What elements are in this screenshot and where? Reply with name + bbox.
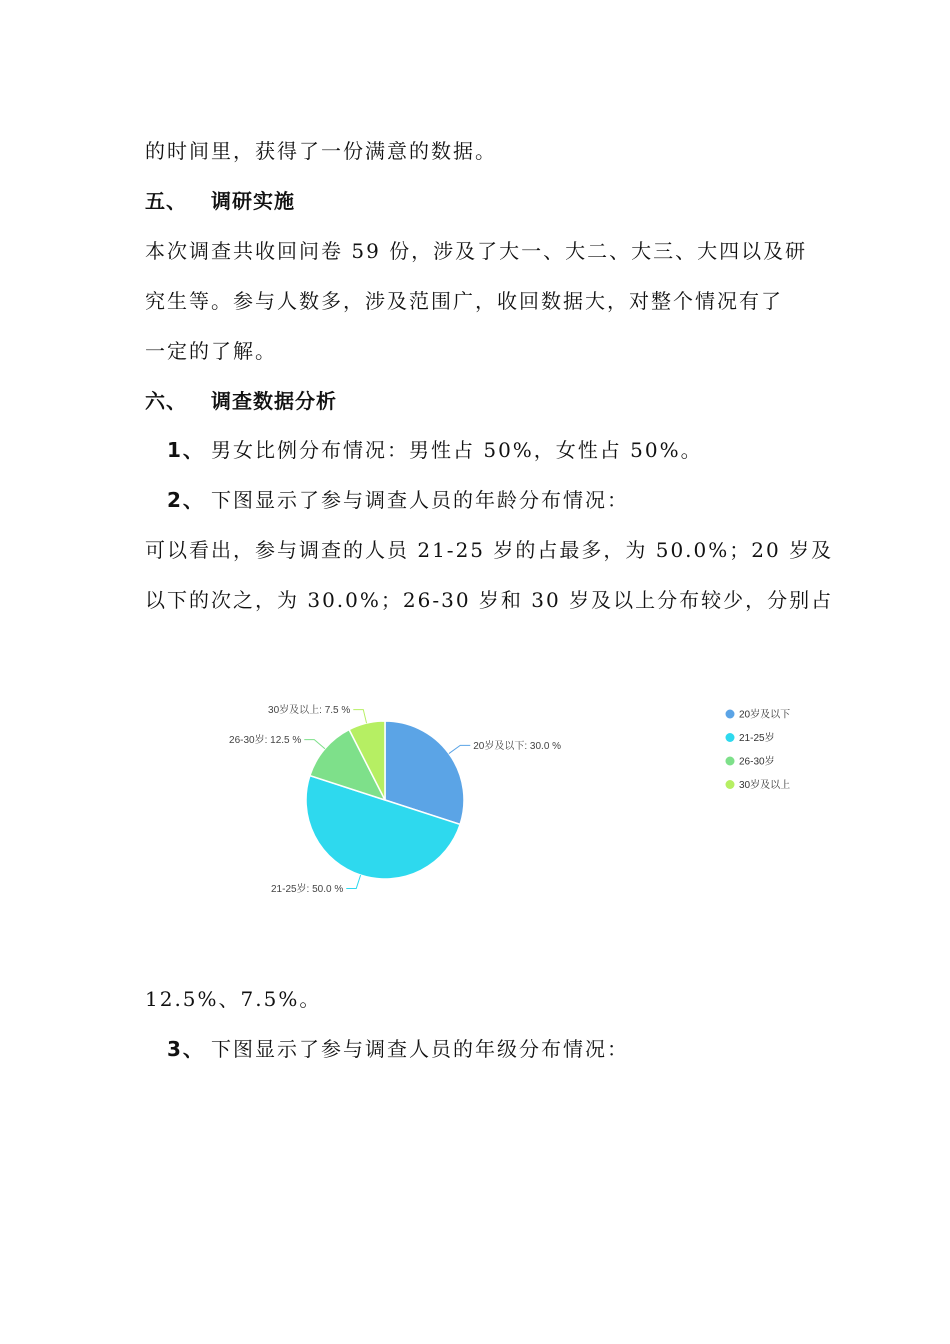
heading-number: 五、: [145, 189, 187, 213]
list-number: 3、: [167, 1037, 205, 1061]
heading-title: 调研实施: [211, 189, 295, 213]
paragraph-line: 的时间里，获得了一份满意的数据。: [145, 139, 497, 163]
list-text: 下图显示了参与调查人员的年龄分布情况：: [211, 488, 629, 512]
slice-label-0: 20岁及以下: 30.0 %: [473, 740, 562, 752]
paragraph-line: 本次调查共收回问卷 59 份，涉及了大一、大二、大三、大四以及研: [145, 239, 808, 263]
list-text: 下图显示了参与调查人员的年级分布情况：: [211, 1037, 629, 1061]
list-number: 1、: [167, 438, 205, 462]
leader-line-0: [449, 745, 470, 753]
paragraph-line: 一定的了解。: [145, 339, 277, 363]
legend-label-3[interactable]: 30岁及以上: [739, 780, 791, 791]
legend-marker-0[interactable]: [726, 710, 735, 719]
paragraph-line: 究生等。参与人数多，涉及范围广，收回数据大，对整个情况有了: [145, 289, 783, 313]
list-text: 男女比例分布情况：男性占 50%，女性占 50%。: [211, 438, 703, 462]
legend-marker-2[interactable]: [726, 757, 735, 766]
paragraph-line: 以下的次之，为 30.0%；26-30 岁和 30 岁及以上分布较少，分别占: [145, 588, 834, 612]
legend-label-0[interactable]: 20岁及以下: [739, 709, 791, 721]
list-item-3: [167, 1035, 629, 1063]
heading-title: 调查数据分析: [211, 389, 337, 413]
legend-label-2[interactable]: 26-30岁: [739, 756, 775, 768]
slice-label-1: 21-25岁: 50.0 %: [270, 883, 344, 895]
legend-label-1[interactable]: 21-25岁: [739, 733, 775, 744]
leader-line-2: [304, 740, 325, 749]
heading-number: 六、: [145, 389, 187, 413]
list-number: 2、: [167, 488, 205, 512]
legend-marker-3[interactable]: [726, 780, 735, 789]
leader-line-3: [353, 710, 366, 724]
legend-marker-1[interactable]: [726, 733, 735, 742]
slice-label-2: 26-30岁: 12.5 %: [229, 735, 302, 747]
leader-line-1: [346, 875, 360, 888]
paragraph-line: 12.5%、7.5%。: [145, 987, 322, 1011]
slice-label-3: 30岁及以上: 7.5 %: [268, 705, 351, 717]
paragraph-line: 可以看出，参与调查的人员 21-25 岁的占最多，为 50.0%；20 岁及: [145, 538, 834, 562]
